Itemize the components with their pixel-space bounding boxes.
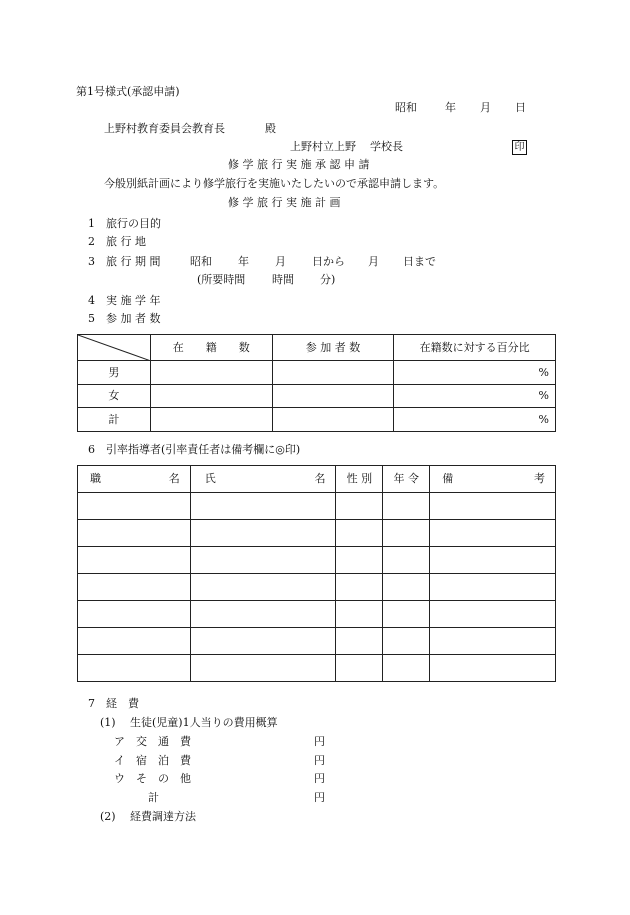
cell-sex[interactable] [336, 601, 383, 628]
cell-percentage[interactable]: % [394, 361, 556, 385]
cell-age[interactable] [383, 493, 430, 520]
date-month: 月 [480, 101, 491, 114]
header-note-a: 備 [442, 472, 454, 485]
seal-mark: 印 [512, 140, 527, 155]
cell-note[interactable] [430, 547, 556, 574]
header-name [190, 466, 336, 493]
row-label-female: 女 [78, 385, 151, 408]
table-row [78, 574, 556, 601]
expense-other-unit: 円 [314, 772, 325, 785]
header-position-a: 職 [90, 472, 101, 485]
addressee-name: 上野村教育委員会教育長 [104, 122, 225, 135]
addressee-honorific: 殿 [265, 122, 276, 135]
header-name-a: 氏 [204, 472, 216, 485]
cell-position[interactable] [78, 520, 191, 547]
cell-sex[interactable] [336, 628, 383, 655]
form-label: 第1号様式(承認申請) [76, 85, 180, 98]
table-row [78, 408, 556, 432]
cell-name[interactable] [190, 520, 336, 547]
table-row [78, 493, 556, 520]
item-1-num: 1 [88, 217, 95, 230]
cell-name[interactable] [190, 601, 336, 628]
cell-age[interactable] [383, 655, 430, 682]
cell-age[interactable] [383, 601, 430, 628]
cell-position[interactable] [78, 547, 191, 574]
table-row [78, 628, 556, 655]
expense-2-label: 経費調達方法 [130, 810, 196, 823]
period-month: 月 [275, 255, 286, 268]
required-hours: 時間 [272, 273, 294, 286]
cell-age[interactable] [383, 628, 430, 655]
required-time-open: (所要時間 [197, 273, 246, 286]
cell-enrolled[interactable] [150, 361, 272, 385]
table-row [78, 361, 556, 385]
item-5-num: 5 [88, 312, 95, 325]
date-year: 年 [445, 101, 456, 114]
leader-rows [78, 493, 556, 682]
cell-note[interactable] [430, 601, 556, 628]
cell-note[interactable] [430, 520, 556, 547]
cell-name[interactable] [190, 493, 336, 520]
table-row [78, 547, 556, 574]
cell-position[interactable] [78, 601, 191, 628]
expense-total-label: 計 [148, 791, 159, 804]
cell-percentage[interactable]: % [394, 408, 556, 432]
cell-sex[interactable] [336, 493, 383, 520]
table-row [78, 520, 556, 547]
sender-school: 上野村立上野 [290, 140, 356, 153]
leaders-table [77, 465, 556, 682]
expense-transport-unit: 円 [314, 735, 325, 748]
header-name-b: 名 [314, 472, 326, 485]
table-row [78, 655, 556, 682]
diagonal-line [78, 335, 151, 361]
item-5-label: 参 加 者 数 [106, 312, 161, 325]
cell-note[interactable] [430, 574, 556, 601]
date-day: 日 [515, 101, 526, 114]
cell-name[interactable] [190, 574, 336, 601]
cell-sex[interactable] [336, 655, 383, 682]
expense-transport-label: ア 交 通 費 [114, 735, 191, 748]
item-7-num: 7 [88, 697, 95, 710]
cell-name[interactable] [190, 655, 336, 682]
cell-note[interactable] [430, 628, 556, 655]
item-2-label: 旅 行 地 [106, 235, 146, 248]
header-note-b: 考 [534, 472, 545, 485]
cell-participants[interactable] [272, 385, 394, 408]
cell-sex[interactable] [336, 520, 383, 547]
period-until: 日まで [403, 255, 436, 268]
header-note [430, 466, 556, 493]
date-era: 昭和 [395, 101, 417, 114]
item-6-label: 引率指導者(引率責任者は備考欄に◎印) [106, 443, 301, 456]
period-era: 昭和 [190, 255, 212, 268]
diagonal-header-cell [78, 335, 151, 361]
intro-text: 今般別紙計画により修学旅行を実施いたしたいので承認申請します。 [104, 177, 445, 190]
cell-position[interactable] [78, 574, 191, 601]
expense-total-unit: 円 [314, 791, 325, 804]
row-label-male: 男 [78, 361, 151, 385]
header-position-b: 名 [168, 472, 180, 485]
expense-lodging-unit: 円 [314, 754, 325, 767]
cell-name[interactable] [190, 547, 336, 574]
cell-age[interactable] [383, 520, 430, 547]
expense-lodging-label: イ 宿 泊 費 [114, 754, 191, 767]
cell-position[interactable] [78, 655, 191, 682]
item-3-label: 旅 行 期 間 [106, 255, 161, 268]
item-3-num: 3 [88, 255, 95, 268]
participants-header-row [78, 335, 556, 361]
cell-participants[interactable] [272, 408, 394, 432]
cell-sex[interactable] [336, 547, 383, 574]
item-4-num: 4 [88, 294, 95, 307]
plan-title: 修 学 旅 行 実 施 計 画 [228, 196, 341, 209]
expense-other-label: ウ そ の 他 [114, 772, 191, 785]
period-year: 年 [238, 255, 249, 268]
sender-title: 学校長 [370, 140, 403, 153]
participants-table [77, 334, 556, 432]
cell-sex[interactable] [336, 574, 383, 601]
header-enrolled: 在 籍 数 [150, 335, 272, 361]
cell-position[interactable] [78, 628, 191, 655]
header-position [78, 466, 191, 493]
required-minutes: 分) [320, 273, 336, 286]
item-2-num: 2 [88, 235, 95, 248]
cell-age[interactable] [383, 547, 430, 574]
period-from: 日から [312, 255, 345, 268]
cell-enrolled[interactable] [150, 408, 272, 432]
cell-percentage[interactable]: % [394, 385, 556, 408]
cell-age[interactable] [383, 574, 430, 601]
expense-1-num: (1) [100, 716, 116, 729]
header-sex: 性 別 [336, 466, 383, 493]
item-6-num: 6 [88, 443, 95, 456]
item-4-label: 実 施 学 年 [106, 294, 161, 307]
leaders-header-row [78, 466, 556, 493]
cell-note[interactable] [430, 493, 556, 520]
item-1-label: 旅行の目的 [106, 217, 161, 230]
cell-note[interactable] [430, 655, 556, 682]
table-row [78, 385, 556, 408]
document-title: 修 学 旅 行 実 施 承 認 申 請 [228, 158, 370, 171]
row-label-total: 計 [78, 408, 151, 432]
cell-position[interactable] [78, 493, 191, 520]
header-participants: 参 加 者 数 [272, 335, 394, 361]
cell-enrolled[interactable] [150, 385, 272, 408]
expense-2-num: (2) [100, 810, 116, 823]
cell-name[interactable] [190, 628, 336, 655]
header-percentage: 在籍数に対する百分比 [394, 335, 556, 361]
table-row [78, 601, 556, 628]
expense-1-label: 生徒(児童)1人当りの費用概算 [130, 716, 278, 729]
cell-participants[interactable] [272, 361, 394, 385]
item-7-label: 経 費 [106, 697, 139, 710]
period-month2: 月 [368, 255, 379, 268]
header-age: 年 令 [383, 466, 430, 493]
